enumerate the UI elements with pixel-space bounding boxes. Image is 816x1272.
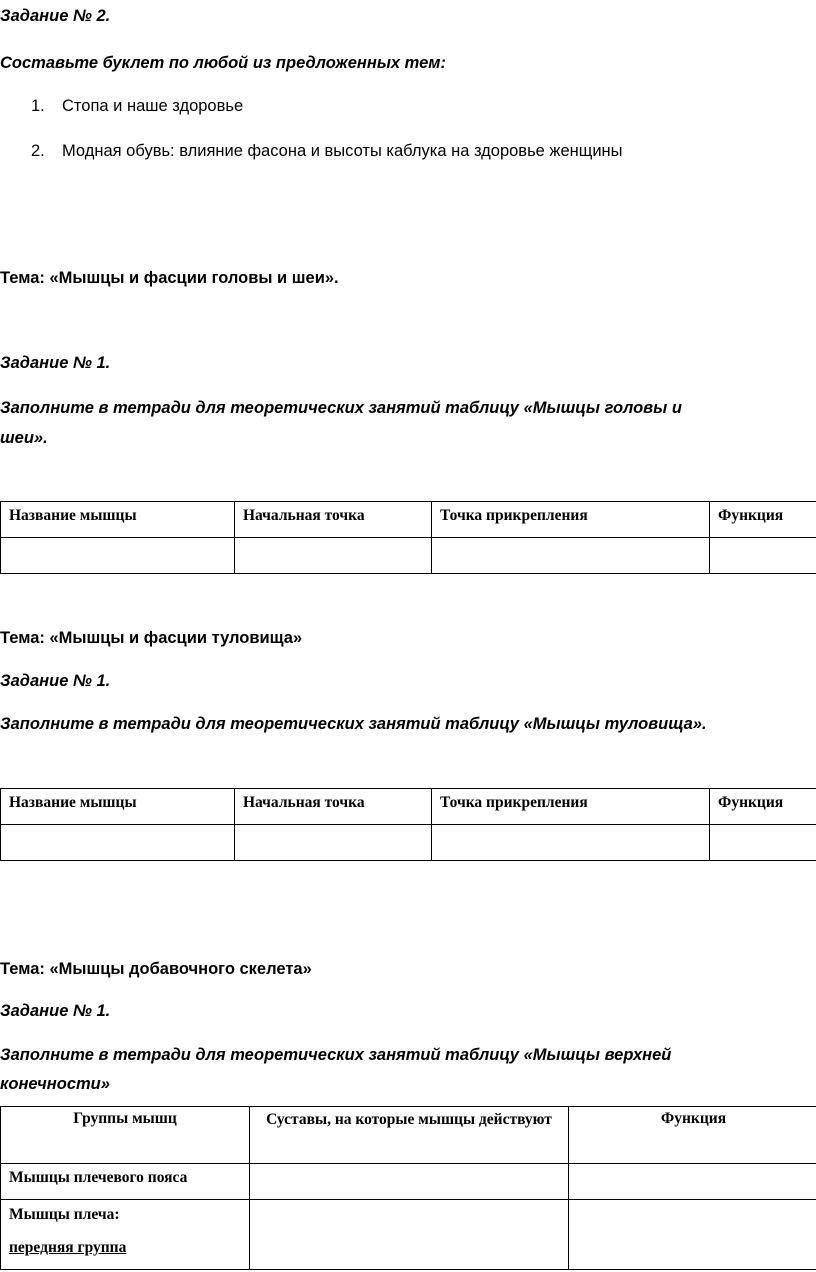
table-cell <box>250 1200 569 1270</box>
table-cell <box>432 538 710 574</box>
list-item: Модная обувь: влияние фасона и высоты каблука на здоровье женщины <box>62 142 623 160</box>
section2-instruction: Заполните в тетради для теоретических занятий таблицу «Мышцы туловища». <box>0 715 707 733</box>
section2-task: Задание № 1. <box>0 672 111 690</box>
muscle-table-head-neck <box>0 501 816 574</box>
table-header-cell: Группы мышц <box>1 1107 250 1164</box>
table-cell <box>710 538 816 574</box>
table-header-cell: Начальная точка <box>235 502 432 538</box>
row-label-cell <box>1 1200 250 1270</box>
table-cell <box>710 825 816 861</box>
section3-task: Задание № 1. <box>0 1002 111 1020</box>
table-cell <box>235 538 432 574</box>
table-cell <box>1 825 235 861</box>
table-header-cell: Точка прикрепления <box>432 789 710 825</box>
table-row <box>1 1164 816 1200</box>
table-header-cell: Суставы, на которые мышцы действуют <box>250 1107 569 1164</box>
section3-instruction-line2: конечности» <box>0 1075 110 1093</box>
section1-instruction-line1: Заполните в тетради для теоретических занятий таблицу «Мышцы головы и <box>0 399 682 417</box>
row-label: Мышцы плеча: <box>9 1206 120 1223</box>
row-sublabel: передняя группа <box>9 1239 127 1256</box>
table-cell <box>235 825 432 861</box>
table-header-cell: Начальная точка <box>235 789 432 825</box>
task2-instruction: Составьте буклет по любой из предложенных тем: <box>0 54 446 72</box>
table-cell <box>569 1164 816 1200</box>
table-header-cell: Точка прикрепления <box>432 502 710 538</box>
row-label: Мышцы плечевого пояса <box>1 1164 250 1200</box>
table-row <box>1 825 816 861</box>
list-item: Стопа и наше здоровье <box>62 97 244 115</box>
muscle-table-trunk <box>0 788 816 861</box>
section3-instruction-line1: Заполните в тетради для теоретических занятий таблицу «Мышцы верхней <box>0 1046 672 1064</box>
table-row <box>1 1200 816 1270</box>
table-cell <box>432 825 710 861</box>
section1-task: Задание № 1. <box>0 354 111 372</box>
section3-topic: Тема: «Мышцы добавочного скелета» <box>0 960 312 978</box>
table-cell <box>250 1164 569 1200</box>
task2-heading: Задание № 2. <box>0 7 111 25</box>
table-cell <box>1 538 235 574</box>
section1-topic: Тема: «Мышцы и фасции головы и шеи». <box>0 269 339 287</box>
table-header-cell: Функция <box>569 1107 816 1164</box>
list-item-number: 2. <box>31 142 45 160</box>
muscle-table-upper-limb <box>0 1106 816 1270</box>
list-item-number: 1. <box>31 97 45 115</box>
table-row <box>1 538 816 574</box>
section1-instruction-line2: шеи». <box>0 429 48 447</box>
section2-topic: Тема: «Мышцы и фасции туловища» <box>0 629 303 647</box>
table-cell <box>569 1200 816 1270</box>
table-header-cell: Название мышцы <box>1 502 235 538</box>
table-header-cell: Функция <box>710 789 816 825</box>
table-header-cell: Функция <box>710 502 816 538</box>
table-header-cell: Название мышцы <box>1 789 235 825</box>
